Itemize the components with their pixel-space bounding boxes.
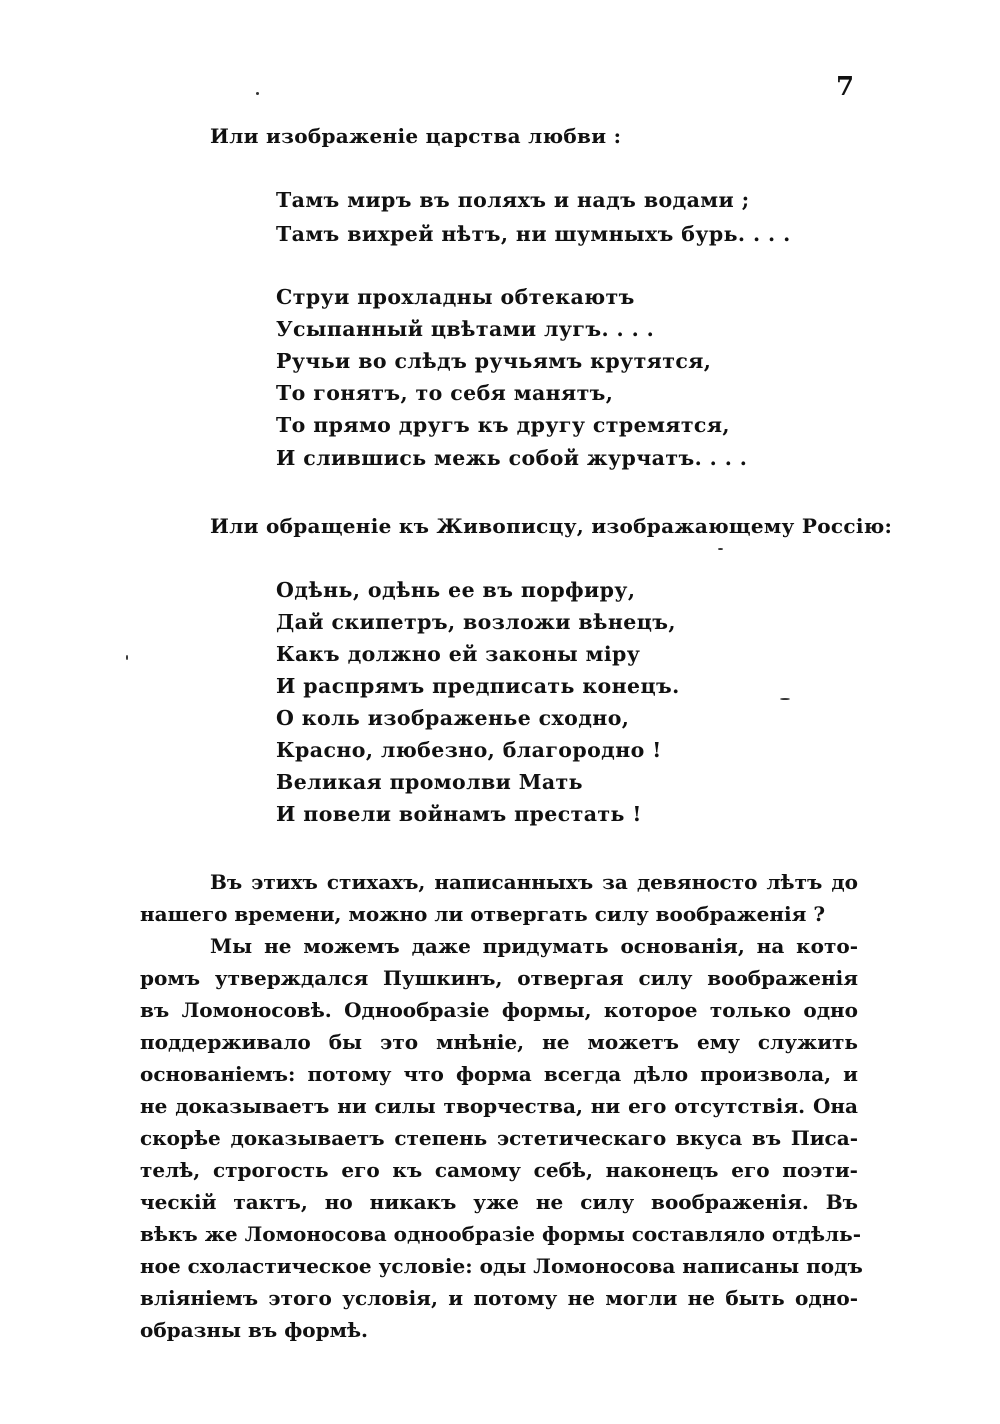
- intro-line-painter: Или обращеніе къ Живописцу, изображающему Россію:: [210, 514, 893, 538]
- intro-line-love-kingdom: Или изображеніе царства любви :: [210, 124, 622, 148]
- poem-line: Красно, любезно, благородно !: [276, 738, 662, 762]
- prose-line: Мы не можемъ даже придумать основанія, на кото-: [210, 934, 858, 958]
- poem-line: Какъ должно ей законы міру: [276, 642, 641, 666]
- poem-line: О коль изображенье сходно,: [276, 706, 630, 730]
- poem-line: То гонятъ, то себя манятъ,: [276, 381, 614, 405]
- poem-line: Одѣнь, одѣнь ее въ порфиру,: [276, 578, 636, 602]
- prose-line: скорѣе доказываетъ степень эстетическаго вкуса въ Писа-: [140, 1126, 858, 1150]
- prose-line: ное схоластическое условіе: оды Ломоносова написаны подъ: [140, 1254, 863, 1278]
- ink-speck: [256, 92, 259, 95]
- poem-line: Великая промолви Мать: [276, 770, 583, 794]
- prose-line: вѣкъ же Ломоносова однообразіе формы составляло отдѣль-: [140, 1222, 862, 1246]
- poem-line: Тамъ вихрей нѣтъ, ни шумныхъ бурь. . . .: [276, 222, 791, 246]
- poem-line: И распрямъ предписать конецъ.: [276, 674, 680, 698]
- ink-speck: [780, 698, 790, 700]
- prose-line: нашего времени, можно ли отвергать силу воображенія ?: [140, 902, 826, 926]
- prose-line: образны въ формѣ.: [140, 1318, 368, 1342]
- ink-speck: [718, 548, 723, 550]
- prose-line: телѣ, строгость его къ самому себѣ, наконецъ его поэти-: [140, 1158, 858, 1182]
- poem-line: Тамъ миръ въ поляхъ и надъ водами ;: [276, 188, 750, 212]
- prose-line: не доказываетъ ни силы творчества, ни его отсутствія. Она: [140, 1094, 858, 1118]
- poem-line: Дай скипетръ, возложи вѣнецъ,: [276, 610, 676, 634]
- poem-line: Струи прохладны обтекаютъ: [276, 285, 635, 309]
- prose-line: ромъ утверждался Пушкинъ, отвергая силу воображенія: [140, 966, 858, 990]
- poem-line: Усыпанный цвѣтами лугъ. . . .: [276, 317, 655, 341]
- prose-line: Въ этихъ стихахъ, написанныхъ за девяносто лѣтъ до: [210, 870, 858, 894]
- prose-line: вліяніемъ этого условія, и потому не могли не быть одно-: [140, 1286, 858, 1310]
- poem-line: Ручьи во слѣдъ ручьямъ крутятся,: [276, 349, 712, 373]
- prose-line: основаніемъ: потому что форма всегда дѣло произвола, и: [140, 1062, 858, 1086]
- prose-line: поддерживало бы это мнѣніе, не можетъ ему служить: [140, 1030, 858, 1054]
- poem-line: И повели войнамъ престать !: [276, 802, 642, 826]
- poem-line: И слившись межь собой журчатъ. . . .: [276, 446, 748, 470]
- poem-line: То прямо другъ къ другу стремятся,: [276, 413, 730, 437]
- ink-speck: [126, 655, 128, 660]
- page-number: 7: [836, 72, 855, 102]
- prose-line: въ Ломоносовѣ. Однообразіе формы, которое только одно: [140, 998, 858, 1022]
- prose-line: ческій тактъ, но никакъ уже не силу воображенія. Въ: [140, 1190, 858, 1214]
